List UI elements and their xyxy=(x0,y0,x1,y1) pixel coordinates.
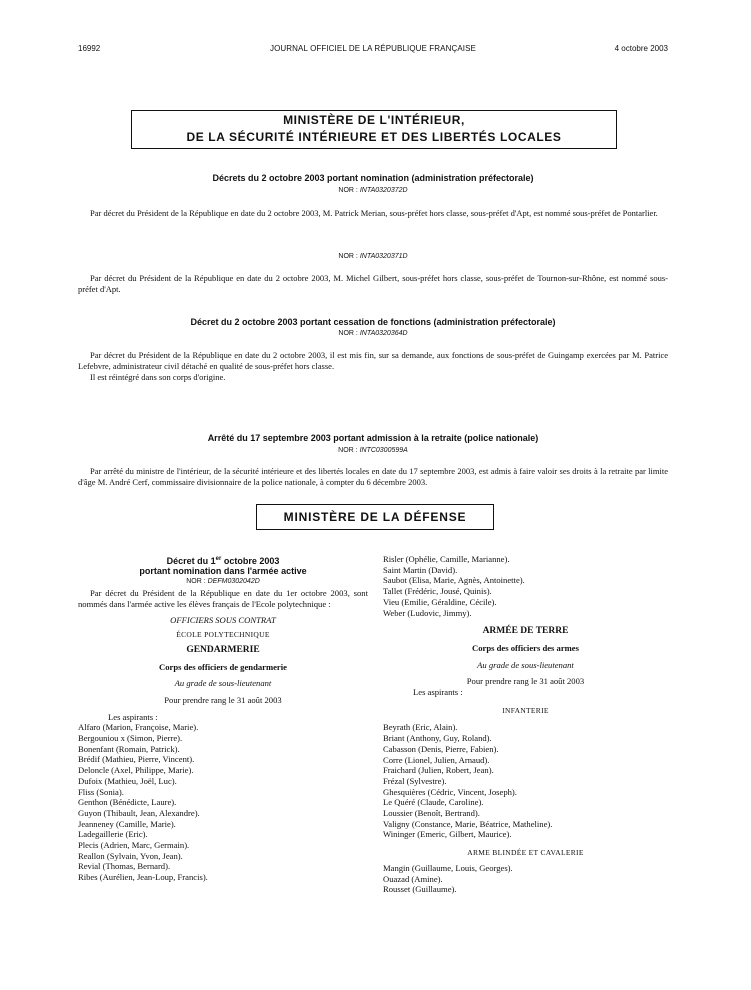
list-item: Plecis (Adrien, Marc, Germain). xyxy=(78,840,190,851)
nor-label: NOR : xyxy=(338,447,358,454)
decree-paragraph xyxy=(78,466,668,488)
list-item: Dufoix (Mathieu, Joël, Luc). xyxy=(78,775,177,786)
school-heading: ÉCOLE POLYTECHNIQUE xyxy=(176,630,270,640)
rank-date: Pour prendre rang le 31 août 2003 xyxy=(466,676,585,687)
officers-heading: OFFICIERS SOUS CONTRAT xyxy=(170,615,276,626)
list-item: Deloncle (Axel, Philippe, Marie). xyxy=(78,765,194,776)
grade-heading: Au grade de sous-lieutenant xyxy=(477,659,574,670)
journal-title: JOURNAL OFFICIEL DE LA RÉPUBLIQUE FRANÇAISE xyxy=(270,44,476,53)
list-item: Reallon (Sylvain, Yvon, Jean). xyxy=(78,850,183,861)
decree-title-line2: portant nomination dans l'armée active xyxy=(139,566,307,576)
list-item: Beyrath (Eric, Alain). xyxy=(383,722,458,733)
aspirants-label: Les aspirants : xyxy=(413,687,463,698)
aspirants-label: Les aspirants : xyxy=(108,711,158,722)
decree-paragraph xyxy=(78,208,668,219)
nor-label: NOR : xyxy=(338,330,358,337)
nor-code: DEFM0302042D xyxy=(207,578,260,585)
decree-paragraph xyxy=(78,273,668,295)
list-item: Brédif (Mathieu, Pierre, Vincent). xyxy=(78,754,195,765)
decree-cessation-title: Décret du 2 octobre 2003 portant cessation de fonctions (administration préfectorale) xyxy=(190,317,556,327)
list-item: Saint Martin (David). xyxy=(383,564,458,575)
decree-text: Par arrêté du ministre de l'intérieur, de la sécurité intérieure et des libertés locales en date du 17 septembre 2003, est admis à faire valoir ses droits à la retraite par limite d'âge M. André Cerf, commissaire divisionnaire de la police nationale, à compter du 6 décembre 2003. xyxy=(78,466,668,487)
arrete-retirement-title: Arrêté du 17 septembre 2003 portant admission à la retraite (police nationale) xyxy=(207,433,539,443)
decree-text: Il est réintégré dans son corps d'origine. xyxy=(90,372,226,382)
list-item: Corre (Lionel, Julien, Arnaud). xyxy=(383,754,490,765)
corps-heading: Corps des officiers des armes xyxy=(472,642,579,653)
left-column xyxy=(78,554,368,883)
decree-paragraph xyxy=(78,350,668,383)
nor-code: INTA0320364D xyxy=(359,330,408,337)
list-item: Mangin (Guillaume, Louis, Georges). xyxy=(383,862,513,873)
decree-text: Par décret du Président de la République en date du 2 octobre 2003, il est mis fin, sur sa demande, aux fonctions de sous-préfet de Guingamp exercées par M. Patrice Lefebvre, administrateur civil détaché en qualité de sous-préfet hors classe. xyxy=(78,350,668,371)
nor-label: NOR : xyxy=(186,578,206,585)
list-item: Bergouniou x (Simon, Pierre). xyxy=(78,733,183,744)
nor-code: INTA0320371D xyxy=(359,253,408,260)
list-item: Ladegaillerie (Eric). xyxy=(78,829,148,840)
ministry-defense-box: MINISTÈRE DE LA DÉFENSE xyxy=(256,504,494,530)
list-item: Fraichard (Julien, Robert, Jean). xyxy=(383,765,494,776)
armored-heading: ARME BLINDÉE ET CAVALERIE xyxy=(467,848,584,858)
nor-reference xyxy=(78,447,668,454)
list-item: Saubot (Elisa, Marie, Agnès, Antoinette). xyxy=(383,575,525,586)
nor-code: INTA0320372D xyxy=(359,187,408,194)
decree-text: Par décret du Président de la République en date du 2 octobre 2003, M. Patrick Merian, sous-préfet hors classe, sous-préfet d'Apt, est nommé sous-préfet de Pontarlier. xyxy=(90,208,658,218)
decree-text: Par décret du Président de la République en date du 2 octobre 2003, M. Michel Gilbert, sous-préfet hors classe, sous-préfet de Tournon-sur-Rhône, est nommé sous-préfet d'Apt. xyxy=(78,273,668,294)
list-item: Loussier (Benoît, Bertrand). xyxy=(383,808,480,819)
list-item: Wininger (Emeric, Gilbert, Maurice). xyxy=(383,829,512,840)
page-number: 16992 xyxy=(78,44,101,53)
nor-reference xyxy=(78,253,668,260)
list-item: Weber (Ludovic, Jimmy). xyxy=(383,607,472,618)
infantry-heading: INFANTERIE xyxy=(502,705,549,715)
infantry-list xyxy=(383,722,668,840)
list-item: Frézal (Sylvestre). xyxy=(383,775,447,786)
page-header xyxy=(78,44,668,58)
list-item: Rousset (Guillaume). xyxy=(383,884,457,895)
rank-date: Pour prendre rang le 31 août 2003 xyxy=(164,694,282,705)
list-item: Jeanneney (Camille, Marie). xyxy=(78,818,176,829)
list-item: Vieu (Emilie, Géraldine, Cécile). xyxy=(383,596,497,607)
issue-date: 4 octobre 2003 xyxy=(614,44,668,53)
decree-nomination-title: Décrets du 2 octobre 2003 portant nomination (administration préfectorale) xyxy=(212,173,534,183)
gendarmerie-list xyxy=(78,722,368,883)
list-item: Ribes (Aurélien, Jean-Loup, Francis). xyxy=(78,872,208,883)
list-item: Tallet (Frédéric, Jousé, Quinis). xyxy=(383,586,492,597)
armored-list xyxy=(383,863,668,895)
ministry-interior-box xyxy=(131,110,617,149)
list-item: Alfaro (Marion, Françoise, Marie). xyxy=(78,722,199,733)
grade-heading: Au grade de sous-lieutenant xyxy=(174,678,272,689)
nor-reference xyxy=(78,330,668,337)
ministry-interior-line1: MINISTÈRE DE L'INTÉRIEUR, xyxy=(283,113,465,127)
list-item: Risler (Ophélie, Camille, Marianne). xyxy=(383,554,510,564)
list-item: Revial (Thomas, Bernard). xyxy=(78,861,171,872)
decree-title: Décret du 1er octobre 2003 xyxy=(166,556,280,566)
gendarmerie-list-continued xyxy=(383,554,668,618)
list-item: Le Quéré (Claude, Caroline). xyxy=(383,797,484,808)
decree-intro: Par décret du Président de la République en date du 1er octobre 2003, sont nommés dans l'armée active les élèves français de l'Ecole polytechnique : xyxy=(78,588,368,609)
list-item: Bonenfant (Romain, Patrick). xyxy=(78,743,180,754)
list-item: Ghesquières (Cédric, Vincent, Joseph). xyxy=(383,786,517,797)
nor-reference xyxy=(78,576,368,588)
list-item: Briant (Anthony, Guy, Roland). xyxy=(383,733,492,744)
nor-code: INTC0300599A xyxy=(359,447,408,454)
nor-label: NOR : xyxy=(338,253,358,260)
list-item: Valigny (Constance, Marie, Béatrice, Matheline). xyxy=(383,818,553,829)
ministry-interior-line2: DE LA SÉCURITÉ INTÉRIEURE ET DES LIBERTÉS LOCALES xyxy=(186,130,562,144)
army-heading: ARMÉE DE TERRE xyxy=(482,626,569,637)
list-item: Cabasson (Denis, Pierre, Fabien). xyxy=(383,743,499,754)
right-column xyxy=(383,554,668,895)
nor-reference xyxy=(78,187,668,194)
list-item: Genthon (Bénédicte, Laure). xyxy=(78,797,177,808)
corps-heading: Corps des officiers de gendarmerie xyxy=(159,661,287,672)
list-item: Ouazad (Amine). xyxy=(383,873,443,884)
gendarmerie-heading: GENDARMERIE xyxy=(186,644,260,655)
list-item: Guyon (Thibault, Jean, Alexandre). xyxy=(78,807,200,818)
list-item: Fliss (Sonia). xyxy=(78,786,124,797)
nor-label: NOR : xyxy=(338,187,358,194)
